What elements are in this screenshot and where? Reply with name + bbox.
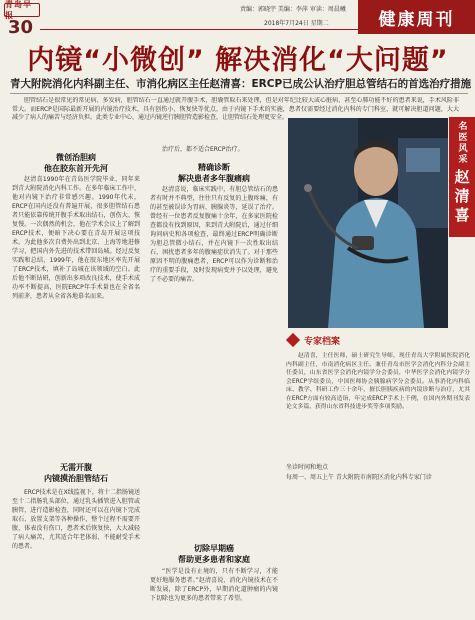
- editor-credits: 责编：郭晓宇 美编：李萍 审读：周晨曦: [240, 6, 346, 13]
- section-title: 健康周刊: [378, 9, 455, 30]
- issue-date: 2018年7月24日 星期二: [264, 20, 329, 27]
- visit-time: 每周一、周五上午 青大附院市南院区消化内科专家门诊: [286, 474, 432, 481]
- newspaper-logo: [4, 0, 40, 20]
- col2-title-line2: 解决患者多年腹痛病: [178, 174, 250, 183]
- col2-intro: 治疗后，都不适合ERCP治疗。: [162, 146, 244, 153]
- article-lead: 胆管结石是很常见的常见病、多发病，胆管结石一直通过就开腹手术，胆囊管取石来处理，但是对年纪比较大或心脏病、甚至心肺功能不好的患者来说，手术风险非常大。而ERCP是国际最新开展的内镜治疗技术，具有创伤小、恢复快等优点，由于内镜下手术的实施，患者仅需要经过消化内科的专门科室，就可解决胆道问题，大大减少了病人的痛苦与经济负担。此类专业中心，通过内镜逆行胰胆管造影检查，让胆管结石处理更安全。: [12, 97, 459, 121]
- visit-label: 坐诊时间和地点: [286, 464, 329, 471]
- col2-section-title-2: [150, 543, 278, 565]
- page-number: 30: [8, 17, 34, 38]
- col2-title-line1: 精确诊断: [198, 163, 230, 172]
- profile-heading: 专家档案: [304, 336, 341, 347]
- header-rule: [40, 29, 358, 30]
- newspaper-logo-text: 青岛早报: [5, 0, 32, 20]
- profile-header: [283, 331, 473, 349]
- col1-title2-line2: 内镜摸治胆管结石: [44, 474, 108, 483]
- col2-section-title: [150, 162, 278, 184]
- diamond-icon: [286, 333, 300, 347]
- subhead-divider: [10, 93, 468, 94]
- col1-body-2: ERCP技术是在X线监视下，将十二指肠镜送至十二指肠乳头部位，通过乳头插管进入胆管或胰管，进行造影检查，同时还可以在内镜下完成取石、放置支架等各种操作，整个过程不需要开腹，体表没有伤口，患者术后恢复快，大大减轻了病人痛苦，尤其适合年老体弱、不能耐受手术的患者。: [12, 489, 140, 550]
- col2-body-2: “医学是没有止境的，只有不断学习，才能更好地服务患者。”赵清喜说，消化内镜技术在不断发展，除了ERCP外，早期消化道肿瘤的内镜下切除也为更多的患者带来了希望。: [150, 568, 278, 602]
- col1-section-title-2: [12, 462, 140, 484]
- doctor-photo: [288, 118, 448, 328]
- name-banner: [449, 117, 475, 237]
- col1-title-line1: 微创治胆病: [56, 153, 96, 162]
- col2-body: 赵清喜说，临床实践中，有胆总管结石的患者有时并不典型，往往只有反复的上腹疼痛，有的甚至被误诊为胃病、胰腺炎等，延误了治疗。曾经有一位患者反复腹痛十余年，在多家医院检查都没有找到原因，来到青大附院后，通过仔细询问病史和各项检查，最终通过ERCP明确诊断为胆总管微小结石，并在内镜下一次性取出结石，困扰患者多年的腹痛症状消失了。对于那些原因不明的腹痛患者，ERCP可以作为诊断和治疗的重要手段，及时发现病变并予以处理，避免了不必要的痛苦。: [150, 186, 278, 283]
- col1-title2-line1: 无需开腹: [60, 463, 92, 472]
- article-headline: 内镜“小微创” 解决消化“大问题”: [27, 45, 449, 76]
- col1-body: 赵清喜1990年在青岛医学院毕业，同年来到青大附院消化内科工作。在多年临床工作中，他对内镜下治疗非常感兴趣。1990年代末，ERCP在国内还没有普遍开展，很多胆管结石患者只能依靠传统开腹手术取出结石，创伤大、恢复慢。一次偶然的机会，他在学术会议上了解到ERCP技术，便暗下决心要在青岛开展这项技术。为此他多次自费外出到北京、上海等地进修学习，把国内外先进的技术带回岛城。经过反复实践和总结，1999年，他在胶东地区率先开展了ERCP技术，填补了岛城在该领域的空白。此后他不断钻研，创新出多项改良技术，使手术成功率不断提高，医院ERCP年手术量也在全省名列前茅，患者从全省各地慕名而来。: [12, 176, 140, 300]
- col2-title2-line1: 切除早期癌: [194, 544, 234, 553]
- col2-title2-line2: 帮助更多患者和家庭: [178, 555, 250, 564]
- article-subhead: 青大附院消化内科副主任、市消化病区主任赵清喜：ERCP已成公认治疗胆总管结石的首选治疗措施: [10, 78, 472, 90]
- col1-section-title: [12, 152, 140, 174]
- name-banner-label: 名医风采: [456, 121, 467, 165]
- section-banner: [358, 0, 475, 34]
- profile-body: 赵清喜，主任医师，硕士研究生导师，现任青岛大学附属医院消化内科副主任，市南消化病区主任。兼任青岛市医学会消化内科分会副主任委员，山东省医学会消化内镜学分会委员，中华医学会消化内镜学分会ERCP学组委员，中国医师协会胰腺病学分会委员。从事消化内科临床、教学、科研工作三十余年，擅长胆胰疾病的内镜诊断与治疗，尤其在ERCP方面有较高造诣，年完成ERCP手术上千例，在国内外期刊发表论文多篇，获得山东省科技进步奖等多项奖励。: [286, 353, 470, 410]
- col1-title-line2: 他在胶东首开先河: [44, 164, 108, 173]
- doctor-photo-illustration: [288, 118, 448, 328]
- name-banner-name: 赵清喜: [452, 169, 471, 226]
